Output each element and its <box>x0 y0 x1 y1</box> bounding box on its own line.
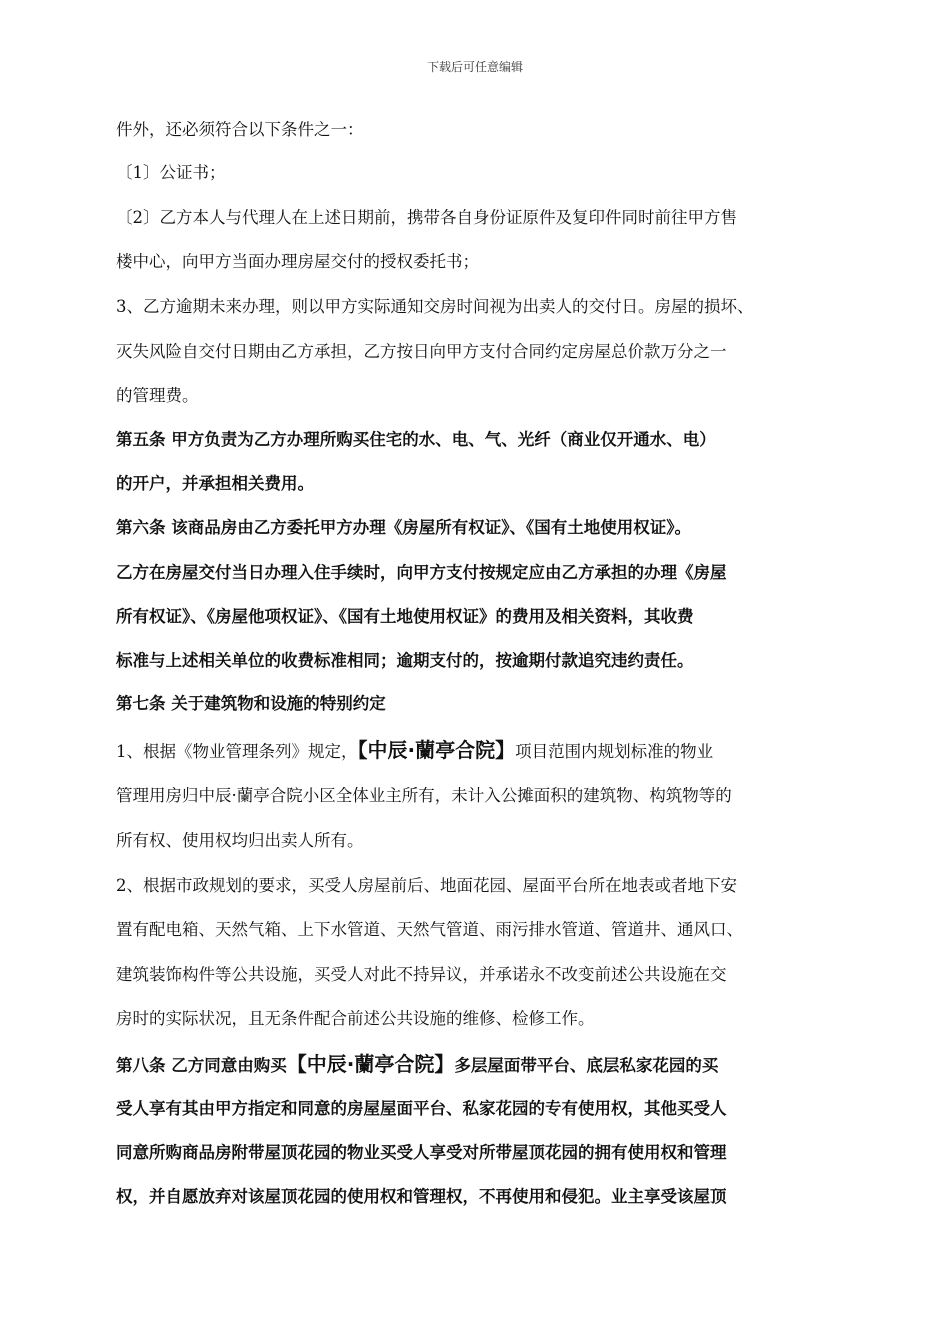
project-name: 【中辰·蘭亭合院】 <box>357 738 516 762</box>
paragraph-line: 2、根据市政规划的要求，买受人房屋前后、地面花园、屋面平台所在地表或者地下安 <box>116 876 737 895</box>
project-name: 【中辰·蘭亭合院】 <box>286 1052 455 1076</box>
paragraph-line: 灭失风险自交付日期由乙方承担，乙方按日向甲方支付合同约定房屋总价款万分之一 <box>116 342 727 361</box>
paragraph-line: 件外，还必须符合以下条件之一： <box>116 120 364 139</box>
text-segment: 多层屋面带平台、底层私家花园的买 <box>454 1056 719 1075</box>
paragraph-line: 〔2〕乙方本人与代理人在上述日期前，携带各自身份证原件及复印件同时前往甲方售 <box>116 208 737 227</box>
paragraph-line: 房时的实际状况，且无条件配合前述公共设施的维修、检修工作。 <box>116 1009 595 1028</box>
paragraph-line: 管理用房归中辰·蘭亭合院小区全体业主所有，未计入公摊面积的建筑物、构筑物等的 <box>116 786 732 805</box>
paragraph-line: 所有权、使用权均归出卖人所有。 <box>116 831 364 850</box>
paragraph-line: 置有配电箱、天然气箱、上下水管道、天然气管道、雨污排水管道、管道井、通风口、 <box>116 920 743 939</box>
paragraph-line: 同意所购商品房附带屋顶花园的物业买受人享受对所带屋顶花园的拥有使用权和管理 <box>116 1143 727 1162</box>
paragraph-line: 乙方在房屋交付当日办理入住手续时，向甲方支付按规定应由乙方承担的办理《房屋 <box>116 563 727 582</box>
text-segment: 第八条 乙方同意由购买 <box>116 1056 287 1075</box>
paragraph-line: 楼中心，向甲方当面办理房屋交付的授权委托书； <box>116 252 479 271</box>
article-7-heading: 第七条 关于建筑物和设施的特别约定 <box>116 694 386 713</box>
text-segment: 项目范围内规划标准的物业 <box>515 742 714 761</box>
article-8-heading <box>116 1052 856 1078</box>
paragraph-line: 所有权证》、《房屋他项权证》、《国有土地使用权证》的费用及相关资料，其收费 <box>116 607 694 626</box>
article-6-heading: 第六条 该商品房由乙方委托甲方办理《房屋所有权证》、《国有土地使用权证》。 <box>116 518 691 537</box>
paragraph-line: 〔1〕公证书； <box>116 163 226 182</box>
text-segment: 1、根据《物业管理条列》规定， <box>116 742 358 761</box>
paragraph-line: 的管理费。 <box>116 386 199 405</box>
page-header-note: 下载后可任意编辑 <box>426 60 523 74</box>
article-5-heading: 第五条 甲方负责为乙方办理所购买住宅的水、电、气、光纤（商业仅开通水、电） <box>116 430 716 449</box>
paragraph-line: 建筑装饰构件等公共设施，买受人对此不持异议，并承诺永不改变前述公共设施在交 <box>116 965 727 984</box>
paragraph-line: 权，并自愿放弃对该屋顶花园的使用权和管理权，不再使用和侵犯。业主享受该屋顶 <box>116 1187 727 1206</box>
paragraph-line: 的开户，并承担相关费用。 <box>116 474 314 493</box>
paragraph-line: 3、乙方逾期未来办理，则以甲方实际通知交房时间视为出卖人的交付日。房屋的损坏、 <box>116 297 754 316</box>
paragraph-line: 标准与上述相关单位的收费标准相同；逾期支付的，按逾期付款追究违约责任。 <box>116 651 694 670</box>
paragraph-line: 受人享有其由甲方指定和同意的房屋屋面平台、私家花园的专有使用权，其他买受人 <box>116 1099 727 1118</box>
paragraph-line <box>116 738 856 764</box>
